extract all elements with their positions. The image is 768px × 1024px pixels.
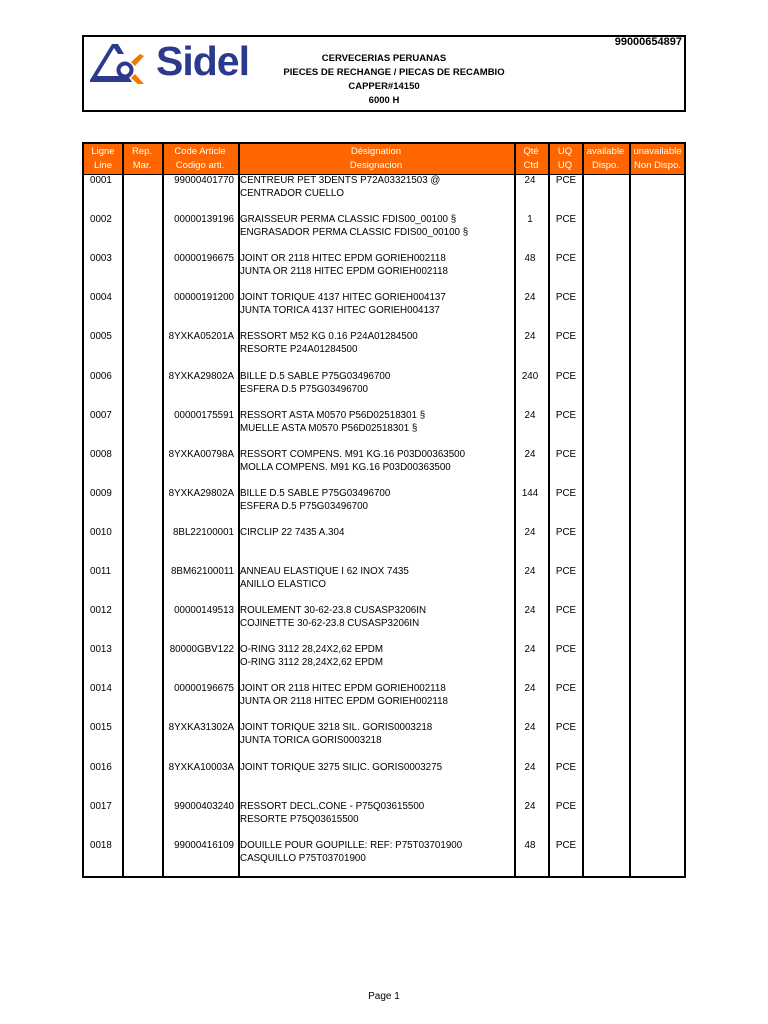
designation-es: ESFERA D.5 P75G03496700 <box>240 500 368 512</box>
line-number: 0009 <box>90 487 112 499</box>
designation-fr: RESSORT ASTA M0570 P56D02518301 § <box>240 409 426 421</box>
col-rep-header: Rep. Mar. <box>131 146 153 171</box>
line-number: 0007 <box>90 409 112 421</box>
article-code: 00000191200 <box>174 292 234 304</box>
designation-fr: JOINT TORIQUE 3275 SILIC. GORIS0003275 <box>240 761 443 773</box>
designation-fr: JOINT OR 2118 HITEC EPDM GORIEH002118 <box>240 253 446 265</box>
article-code: 00000149513 <box>174 605 234 617</box>
designation <box>240 682 448 708</box>
designation-es: ANILLO ELASTICO <box>240 579 327 590</box>
designation <box>240 526 344 539</box>
designation-fr: ROULEMENT 30-62-23.8 CUSASP3206IN <box>240 605 427 617</box>
quantity: 24 <box>524 292 536 304</box>
col-line-header: Ligne Line <box>91 146 115 171</box>
article-code: 99000403240 <box>174 800 234 812</box>
designation-es: ESFERA D.5 P75G03496700 <box>240 383 368 395</box>
unit: PCE <box>555 761 577 773</box>
article-code: 99000401770 <box>174 175 234 186</box>
article-code: 00000196675 <box>174 683 234 695</box>
designation <box>240 448 465 474</box>
quantity: 24 <box>524 800 536 812</box>
unit: PCE <box>555 214 577 226</box>
designation-es: MOLLA COMPENS. M91 KG.16 P03D00363500 <box>240 461 451 473</box>
designation <box>240 604 426 630</box>
line-number: 0005 <box>90 331 112 343</box>
unit: PCE <box>555 292 577 304</box>
quantity: 24 <box>524 526 536 538</box>
quantity: 24 <box>524 761 536 773</box>
unit: PCE <box>555 683 577 695</box>
table-row <box>84 487 684 526</box>
article-code: 8YXKA31302A <box>168 722 234 734</box>
table-row <box>84 370 684 409</box>
table-row <box>84 213 684 252</box>
unit: PCE <box>555 487 577 499</box>
table-row <box>84 721 684 760</box>
customer-name: CERVECERIAS PERUANAS <box>321 53 447 64</box>
line-number: 0001 <box>90 175 112 186</box>
article-code: 8YXKA29802A <box>168 487 234 499</box>
table-row <box>84 291 684 330</box>
table-row <box>84 643 684 682</box>
quantity: 24 <box>524 175 536 186</box>
unit: PCE <box>555 526 577 538</box>
col-code-header: Code Article Codigo arti. <box>174 146 226 171</box>
line-number: 0006 <box>90 370 112 382</box>
designation-es: COJINETTE 30-62-23.8 CUSASP3206IN <box>240 618 420 630</box>
quantity: 24 <box>524 644 536 656</box>
quantity: 24 <box>524 448 536 460</box>
designation <box>240 565 409 591</box>
article-code: 99000416109 <box>174 839 234 851</box>
designation-es: JUNTA TORICA GORIS0003218 <box>240 735 382 747</box>
col-qty-header: Qté Ctd <box>523 146 539 171</box>
designation <box>240 800 424 826</box>
line-number: 0008 <box>90 448 112 460</box>
designation <box>240 370 390 396</box>
designation <box>240 409 425 435</box>
unit: PCE <box>555 800 577 812</box>
table-row <box>84 526 684 565</box>
designation-es: JUNTA OR 2118 HITEC EPDM GORIEH002118 <box>240 266 448 278</box>
machine-reference: CAPPER#14150 <box>348 81 420 92</box>
designation-es: JUNTA TORICA 4137 HITEC GORIEH004137 <box>240 305 440 317</box>
designation-fr: RESSORT M52 KG 0.16 P24A01284500 <box>240 331 418 343</box>
unit: PCE <box>555 839 577 851</box>
unit: PCE <box>555 722 577 734</box>
line-number: 0012 <box>90 605 112 617</box>
unit: PCE <box>555 566 577 577</box>
designation-fr: CENTREUR PET 3DENTS P72A03321503 @ <box>240 175 441 186</box>
table-row <box>84 174 684 213</box>
article-code: 8YXKA00798A <box>168 448 234 460</box>
designation-fr: RESSORT DECL.CONE - P75Q03615500 <box>240 800 425 812</box>
designation <box>240 839 462 865</box>
designation <box>240 213 468 239</box>
line-number: 0016 <box>90 761 112 773</box>
line-number: 0014 <box>90 683 112 695</box>
designation-fr: ANNEAU ELASTIQUE I 62 INOX 7435 <box>240 566 409 577</box>
designation-fr: CIRCLIP 22 7435 A.304 <box>240 526 345 538</box>
unit: PCE <box>555 644 577 656</box>
designation <box>240 330 418 356</box>
designation-fr: GRAISSEUR PERMA CLASSIC FDIS00_00100 § <box>240 214 457 226</box>
quantity: 24 <box>524 605 536 617</box>
article-code: 8YXKA10003A <box>168 761 234 773</box>
designation-es: CASQUILLO P75T03701900 <box>240 852 366 864</box>
line-number: 0002 <box>90 214 112 226</box>
header-title-block <box>84 52 684 108</box>
article-code: 00000139196 <box>174 214 234 226</box>
parts-table <box>82 142 686 878</box>
designation-es: O-RING 3112 28,24X2,62 EPDM <box>240 657 384 669</box>
quantity: 24 <box>524 409 536 421</box>
designation <box>240 487 390 513</box>
unit: PCE <box>555 448 577 460</box>
quantity: 24 <box>524 722 536 734</box>
article-code: 8YXKA05201A <box>168 331 234 343</box>
quantity: 48 <box>524 253 536 265</box>
col-designation-header: Désignation Designacion <box>349 146 403 171</box>
designation-fr: JOINT TORIQUE 4137 HITEC GORIEH004137 <box>240 292 446 304</box>
designation-fr: JOINT TORIQUE 3218 SIL. GORIS0003218 <box>240 722 433 734</box>
col-available-header: available Dispo. <box>586 146 625 171</box>
designation <box>240 643 383 669</box>
logo-wordmark: Sidel <box>156 38 249 84</box>
designation-fr: DOUILLE POUR GOUPILLE: REF: P75T03701900 <box>240 839 463 851</box>
unit: PCE <box>555 409 577 421</box>
line-number: 0004 <box>90 292 112 304</box>
article-code: 80000GBV122 <box>169 644 234 656</box>
col-uq-header: UQ UQ <box>557 146 573 171</box>
quantity: 48 <box>524 839 536 851</box>
designation-fr: BILLE D.5 SABLE P75G03496700 <box>240 487 391 499</box>
designation-fr: JOINT OR 2118 HITEC EPDM GORIEH002118 <box>240 683 446 695</box>
designation-es: MUELLE ASTA M0570 P56D02518301 § <box>240 422 418 434</box>
line-number: 0018 <box>90 839 112 851</box>
document-header <box>82 35 686 112</box>
quantity: 24 <box>524 331 536 343</box>
designation-fr: O-RING 3112 28,24X2,62 EPDM <box>240 644 384 656</box>
table-row <box>84 839 684 878</box>
designation-fr: BILLE D.5 SABLE P75G03496700 <box>240 370 391 382</box>
designation <box>240 174 440 200</box>
table-row <box>84 409 684 448</box>
designation <box>240 291 446 317</box>
article-code: 8BL22100001 <box>172 526 234 538</box>
article-code: 8BM62100011 <box>170 566 234 577</box>
table-row <box>84 448 684 487</box>
quantity: 240 <box>521 370 539 382</box>
designation <box>240 721 432 747</box>
unit: PCE <box>555 175 577 186</box>
unit: PCE <box>555 253 577 265</box>
line-number: 0010 <box>90 526 112 538</box>
table-row <box>84 800 684 839</box>
quantity: 24 <box>524 683 536 695</box>
line-number: 0017 <box>90 800 112 812</box>
quantity: 144 <box>521 487 539 499</box>
table-row <box>84 330 684 369</box>
designation-es: CENTRADOR CUELLO <box>240 188 344 199</box>
line-number: 0011 <box>90 566 112 577</box>
designation-es: RESORTE P24A01284500 <box>240 344 358 356</box>
designation-fr: RESSORT COMPENS. M91 KG.16 P03D00363500 <box>240 448 466 460</box>
hours-interval: 6000 H <box>368 95 400 106</box>
article-code: 00000175591 <box>174 409 234 421</box>
table-row <box>84 565 684 604</box>
table-row <box>84 761 684 800</box>
unit: PCE <box>555 331 577 343</box>
designation-es: JUNTA OR 2118 HITEC EPDM GORIEH002118 <box>240 696 448 708</box>
document-number: 99000654897 <box>614 36 682 48</box>
quantity: 24 <box>524 566 536 577</box>
col-unavailable-header: unavailable Non Dispo. <box>633 146 682 171</box>
table-row <box>84 604 684 643</box>
line-number: 0015 <box>90 722 112 734</box>
article-code: 8YXKA29802A <box>168 370 234 382</box>
table-row <box>84 682 684 721</box>
quantity: 1 <box>527 214 533 226</box>
unit: PCE <box>555 370 577 382</box>
document-title: PIECES DE RECHANGE / PIECAS DE RECAMBIO <box>283 67 505 78</box>
line-number: 0003 <box>90 253 112 265</box>
unit: PCE <box>555 605 577 617</box>
table-row <box>84 252 684 291</box>
page-number: Page 1 <box>368 991 400 1002</box>
designation-es: RESORTE P75Q03615500 <box>240 813 359 825</box>
line-number: 0013 <box>90 644 112 656</box>
designation <box>240 761 442 774</box>
table-header <box>84 144 684 175</box>
designation <box>240 252 448 278</box>
designation-es: ENGRASADOR PERMA CLASSIC FDIS00_00100 § <box>240 227 469 239</box>
article-code: 00000196675 <box>174 253 234 265</box>
